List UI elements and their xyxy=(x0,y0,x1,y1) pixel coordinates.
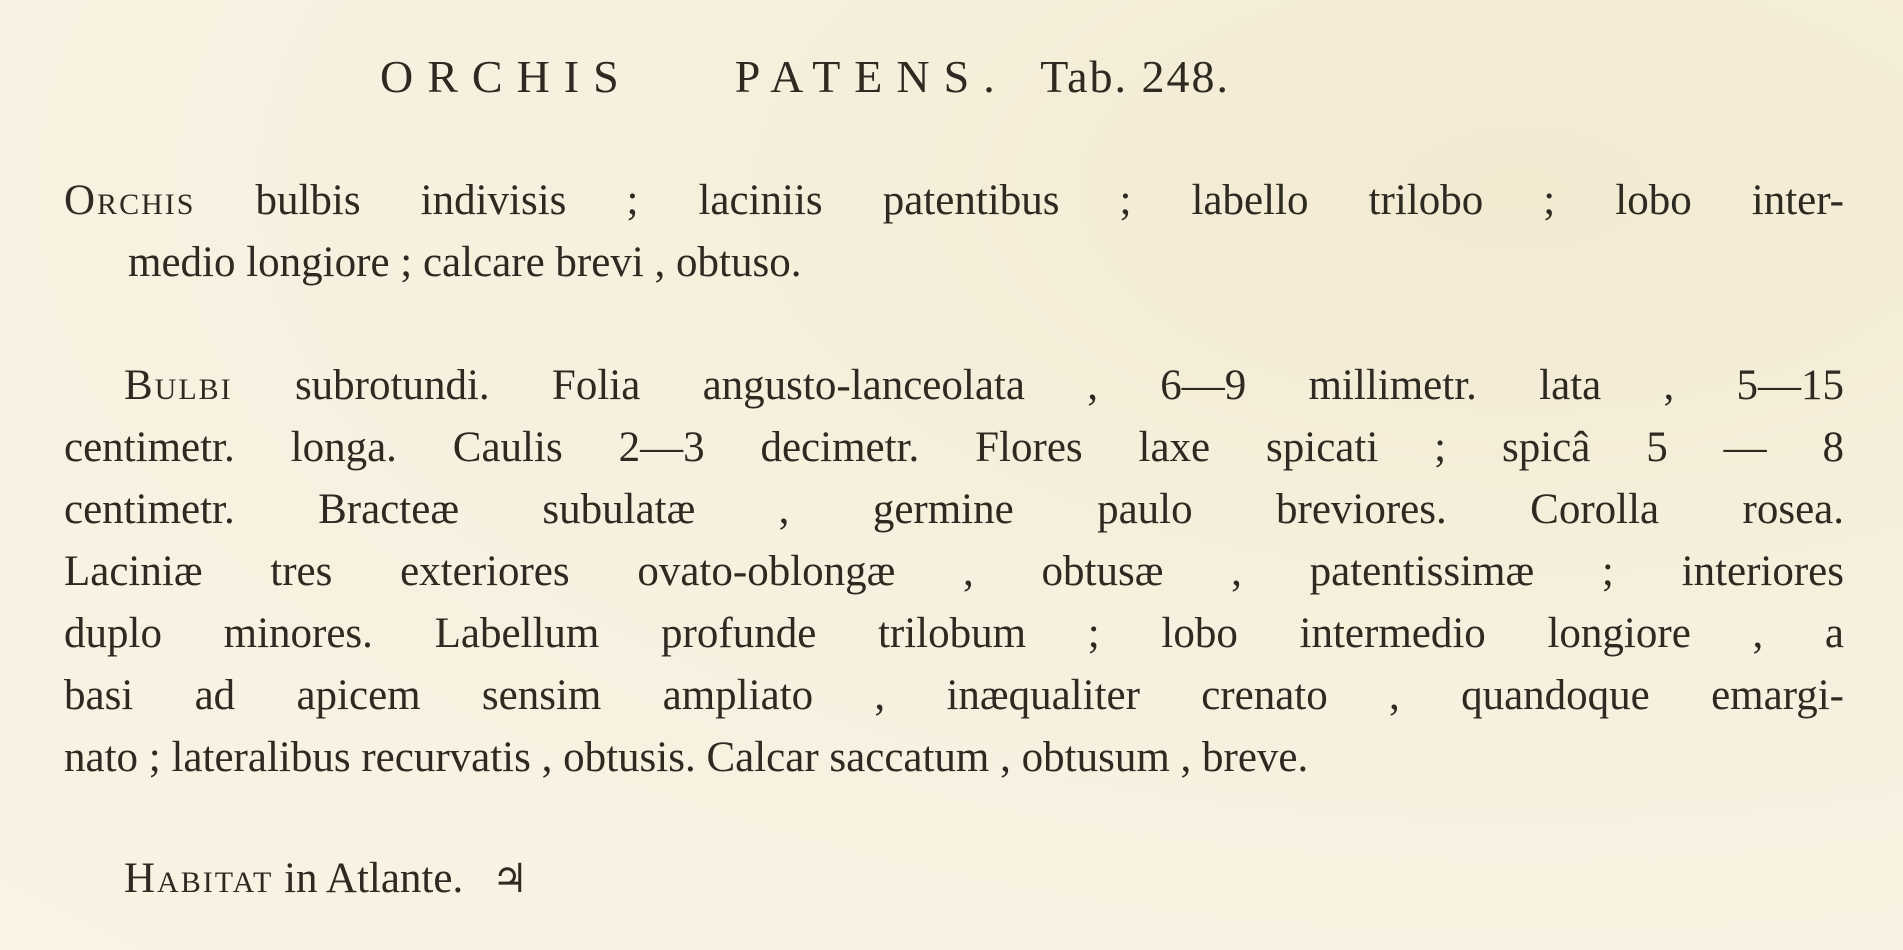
description-line-5: duplo minores. Labellum profunde trilobum ; lobo intermedio longiore , a xyxy=(64,610,1844,657)
diagnosis-paragraph xyxy=(64,170,1844,294)
description-paragraph xyxy=(64,355,1844,789)
habitat-lead: Habitat xyxy=(124,855,274,902)
habitat-line xyxy=(64,848,1844,910)
diagnosis-line-1 xyxy=(64,170,1844,232)
description-lead: Bulbi xyxy=(124,362,233,409)
description-line-6: basi ad apicem sensim ampliato , inæqualiter crenato , quandoque emargi- xyxy=(64,672,1844,719)
description-line-4: Laciniæ tres exteriores ovato-oblongæ , obtusæ , patentissimæ ; interiores xyxy=(64,548,1844,595)
title-plate: Tab. 248. xyxy=(1040,51,1231,102)
habitat-text: in Atlante. xyxy=(284,855,464,902)
description-line-3: centimetr. Bracteæ subulatæ , germine paulo breviores. Corolla rosea. xyxy=(64,486,1844,533)
perennial-symbol-icon: ♃ xyxy=(491,856,528,901)
habitat-paragraph xyxy=(64,848,1844,910)
description-line-1 xyxy=(64,355,1844,417)
description-text-1: subrotundi. Folia angusto-lanceolata , 6—9 millimetr. lata , 5—15 xyxy=(294,362,1845,409)
description-line-7: nato ; lateralibus recurvatis , obtusis. Calcar saccatum , obtusum , breve. xyxy=(64,734,1309,781)
description-line-2: centimetr. longa. Caulis 2—3 decimetr. Flores laxe spicati ; spicâ 5 — 8 xyxy=(64,424,1844,471)
title-species: PATENS. xyxy=(734,51,1009,102)
diagnosis-text-1: bulbis indivisis ; laciniis patentibus ; labello trilobo ; lobo inter- xyxy=(255,177,1845,224)
diagnosis-line-2: medio longiore ; calcare brevi , obtuso. xyxy=(128,239,802,286)
title-genus: ORCHIS xyxy=(380,51,633,102)
page-title xyxy=(380,50,1530,103)
diagnosis-lead: Orchis xyxy=(64,177,196,224)
